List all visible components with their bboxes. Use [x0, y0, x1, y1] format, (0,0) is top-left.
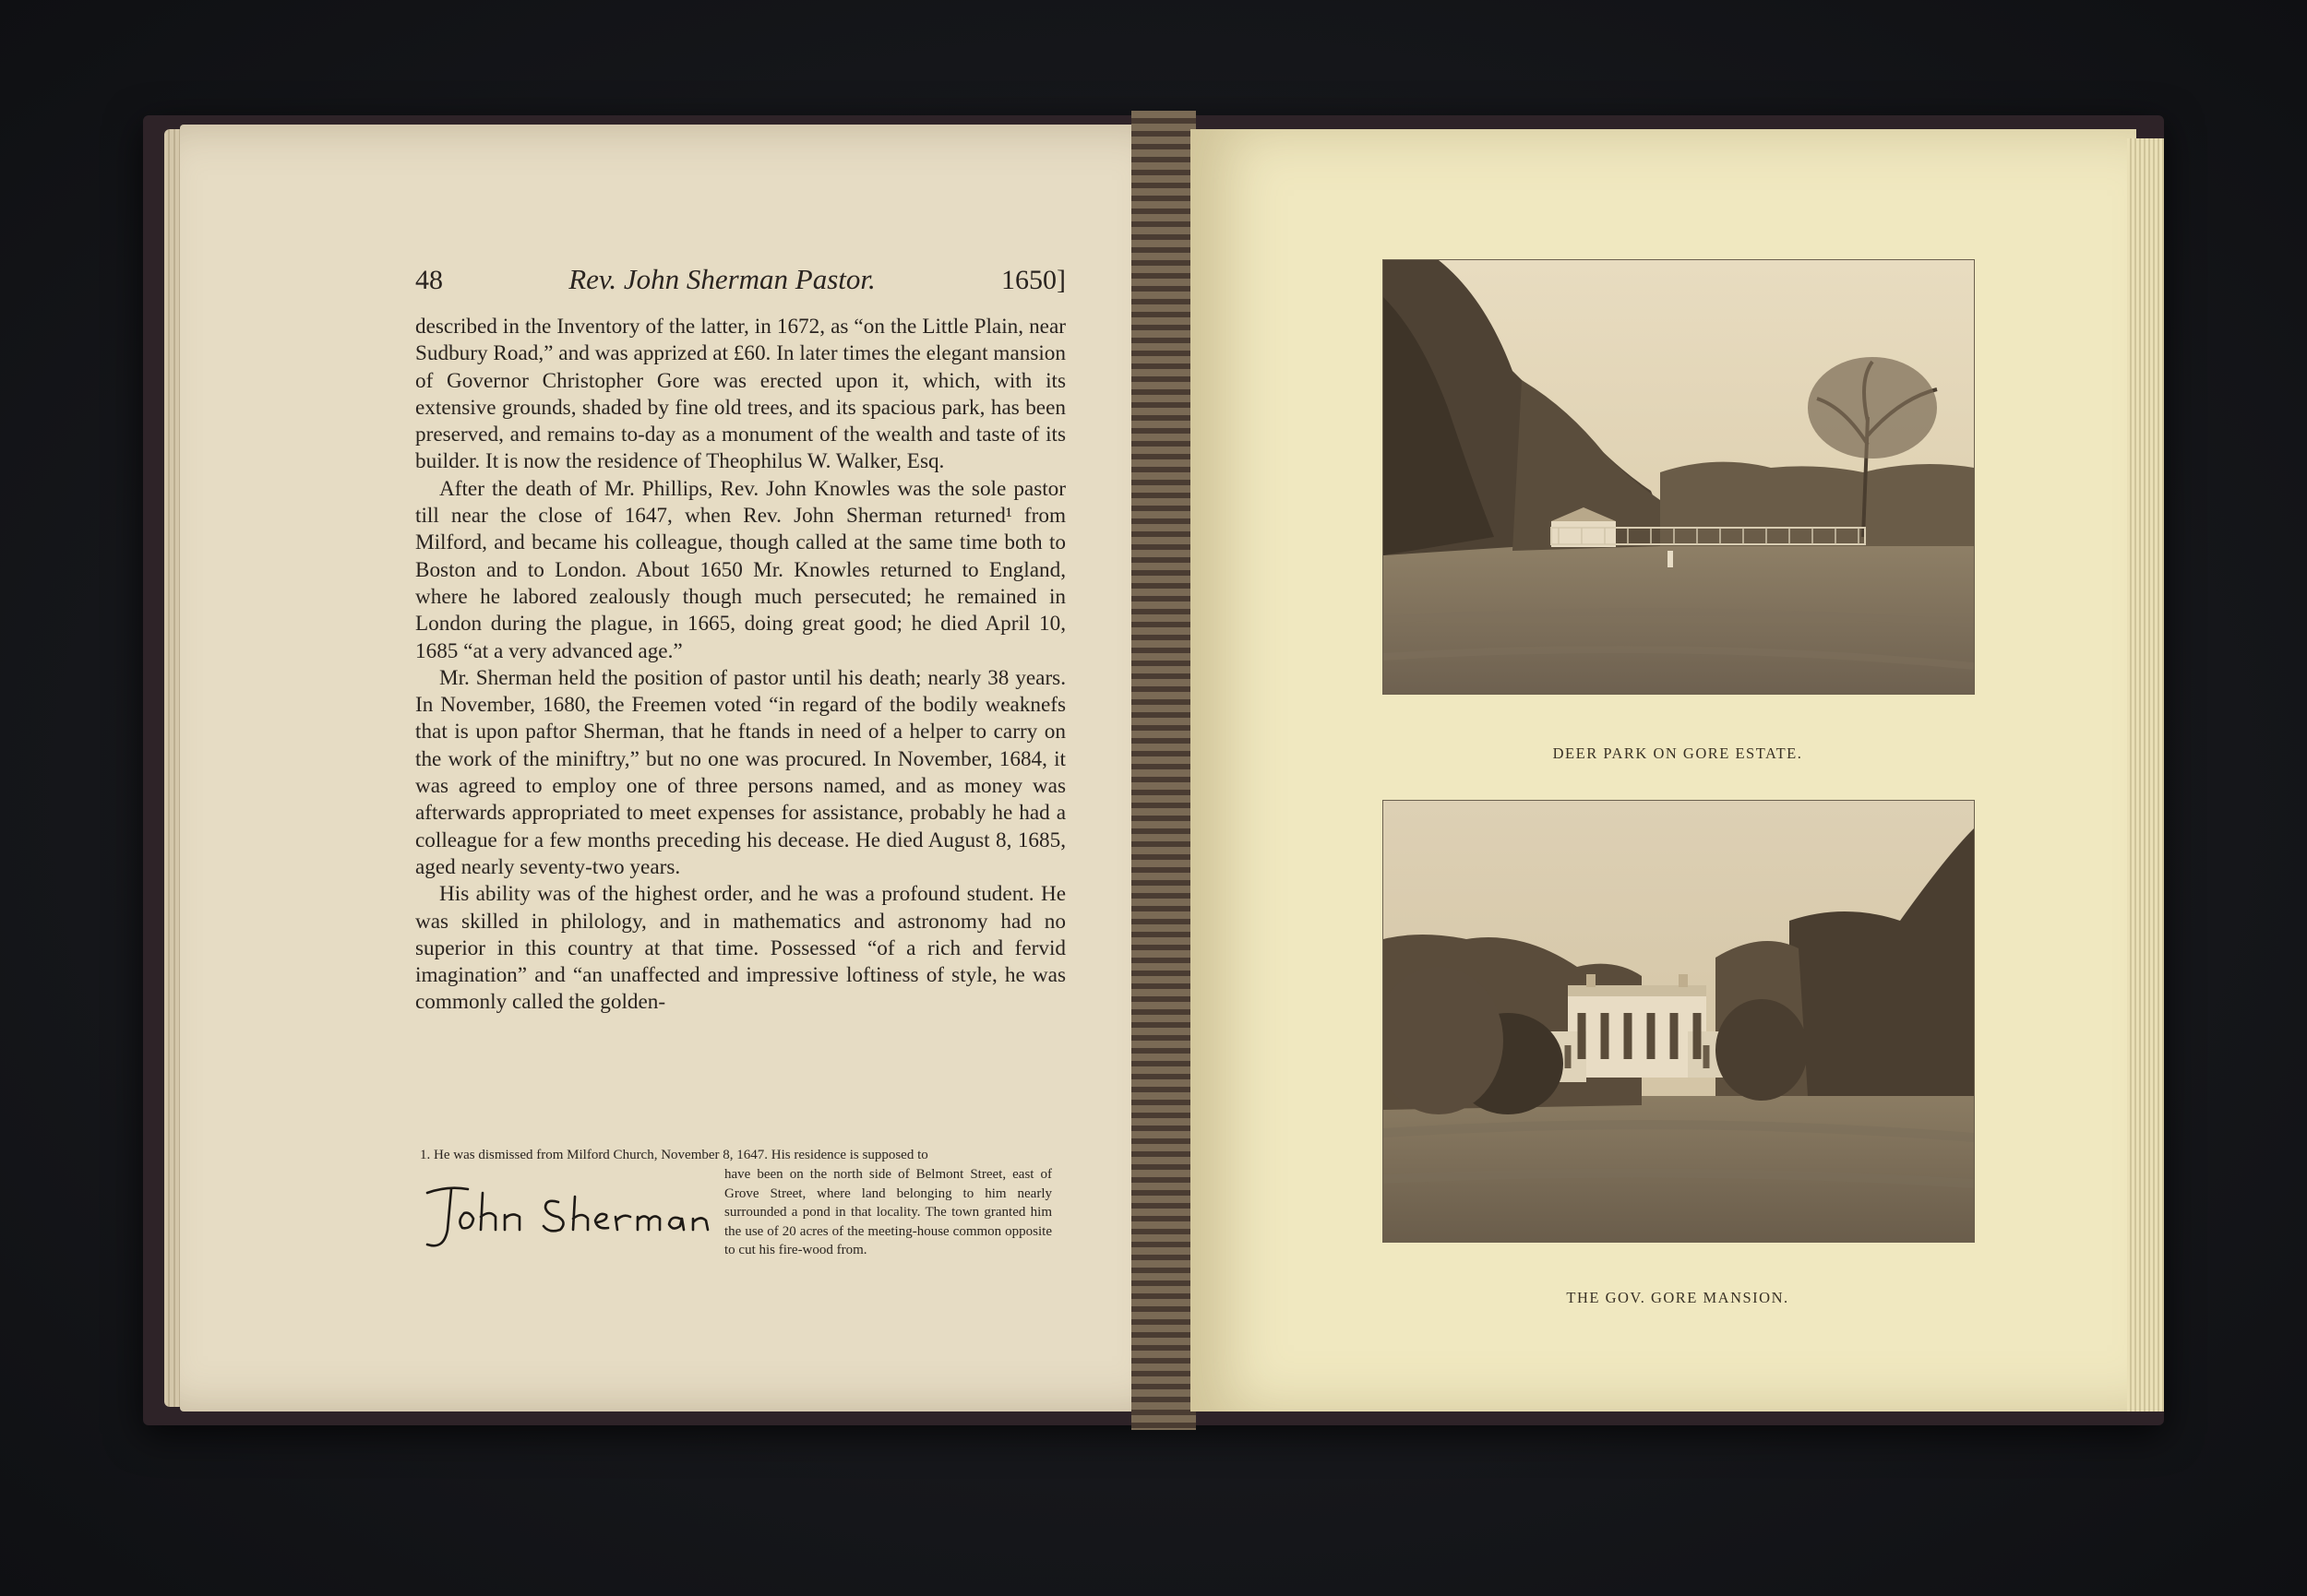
body-text — [415, 314, 1066, 1017]
footnote-continuation: have been on the north side of Belmont Street, east of Grove Street, where land belonging to him nearly surrounded a pond in that locality. The town granted him the use of 20 acres of the meeting-house common opposite to cut his fire-wood from. — [724, 1167, 1052, 1258]
signature-image — [411, 1165, 724, 1267]
running-title: Rev. John Sherman Pastor. — [568, 263, 876, 295]
paragraph: After the death of Mr. Phillips, Rev. John Knowles was the sole pastor till near the close of 1647, when Rev. John Sherman returned¹ from Milford, and became his colleague, though called at the same time both to Boston and to London. About 1650 Mr. Knowles returned to England, where he labored zealously though much persecuted; he remained in London during the plague, in 1665, doing great good; he died April 10, 1685 “at a very advanced age.” — [415, 476, 1066, 663]
left-page-text — [415, 263, 1066, 1017]
gore-mansion-photo — [1382, 800, 1975, 1243]
running-head — [415, 263, 1066, 314]
paragraph: His ability was of the highest order, and he was a profound student. He was skilled in philology, and in mathematics and astronomy had no superior in this country at that time. Possessed “of a rich and fervid imagination” and “an unaffected and impressive loftiness of style, he was commonly called the golden- — [415, 882, 1066, 1015]
footnote — [420, 1146, 1066, 1267]
photo-caption-bottom: THE GOV. GORE MANSION. — [1566, 1289, 1789, 1306]
right-page-edges — [2127, 138, 2164, 1411]
page-number: 48 — [415, 265, 443, 295]
running-year: 1650] — [1001, 265, 1066, 295]
deer-park-photo — [1382, 259, 1975, 695]
paragraph: described in the Inventory of the latter, in 1672, as “on the Little Plain, near Sudbury Road,” and was apprized at £60. In later times the elegant mansion of Governor Christopher Gore was erected upon it, which, with its extensive grounds, shaded by fine old trees, and its spacious park, has been preserved, and remains to-day as a monument of the wealth and taste of its builder. It is now the residence of Theophilus W. Walker, Esq. — [415, 315, 1066, 474]
photo-caption-top: DEER PARK ON GORE ESTATE. — [1552, 744, 1803, 762]
book-spine — [1131, 111, 1196, 1430]
paragraph: Mr. Sherman held the position of pastor until his death; nearly 38 years. In November, 1680, the Freemen voted “in regard of the bodily weaknefs that is upon paftor Sherman, that he ftands in need of a helper to carry on the work of the miniftry,” but no one was procured. In November, 1684, it was agreed to employ one of three persons named, and as money was afterwards appropriated to meet expenses for assistance, probably he had a colleague for a few months preceding his decease. He died August 8, 1685, aged nearly seventy-two years. — [415, 665, 1066, 879]
footnote-first-line: 1. He was dismissed from Milford Church, November 8, 1647. His residence is supposed to — [420, 1148, 928, 1162]
